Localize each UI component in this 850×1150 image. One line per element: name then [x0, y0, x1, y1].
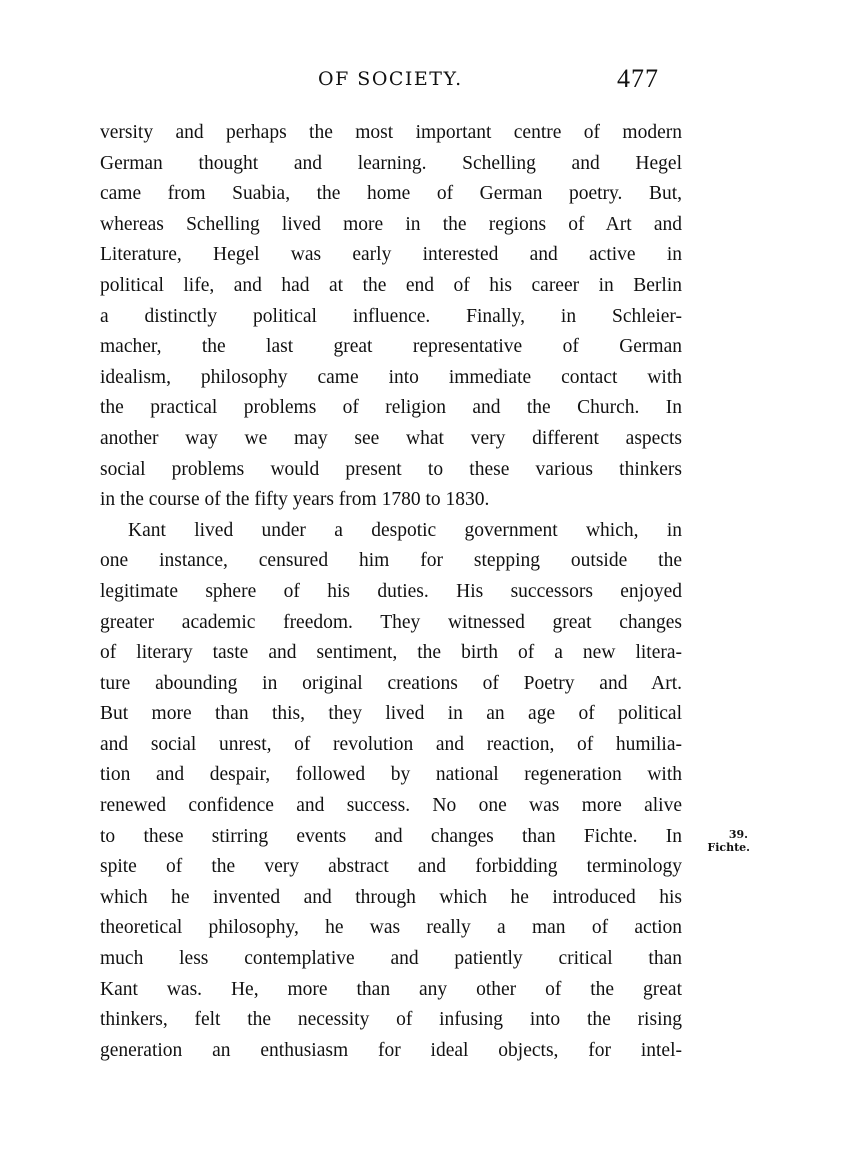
- running-title: OF SOCIETY.: [318, 68, 463, 90]
- text-line: another way we may see what very different aspects: [100, 427, 682, 449]
- text-line: greater academic freedom. They witnessed great changes: [100, 611, 682, 633]
- text-line: versity and perhaps the most important centre of modern: [100, 122, 682, 143]
- text-line: political life, and had at the end of his career in Berlin: [100, 274, 682, 296]
- text-line: Kant was. He, more than any other of the great: [100, 978, 682, 1000]
- text-line: renewed confidence and success. No one was more alive: [100, 795, 682, 817]
- text-line: which he invented and through which he introduced his: [100, 886, 682, 908]
- marginal-note: [690, 828, 750, 854]
- text-line: whereas Schelling lived more in the regions of Art and: [100, 213, 682, 235]
- text-line: the practical problems of religion and the Church. In: [100, 397, 682, 419]
- text-line: macher, the last great representative of German: [100, 336, 682, 358]
- text-line: and social unrest, of revolution and reaction, of humilia-: [100, 733, 682, 755]
- text-line: much less contemplative and patiently critical than: [100, 948, 682, 970]
- marginal-note-label: Fichte.: [707, 841, 750, 854]
- text-line: idealism, philosophy came into immediate contact with: [100, 366, 682, 388]
- text-line: thinkers, felt the necessity of infusing into the rising: [100, 1009, 682, 1031]
- text-line: one instance, censured him for stepping outside the: [100, 550, 682, 572]
- text-line: tion and despair, followed by national regeneration with: [100, 764, 682, 786]
- text-line: legitimate sphere of his duties. His successors enjoyed: [100, 580, 682, 602]
- text-line: a distinctly political influence. Finally, in Schleier-: [100, 305, 682, 327]
- text-line: But more than this, they lived in an age of political: [100, 703, 682, 725]
- text-line: Literature, Hegel was early interested and active in: [100, 244, 682, 266]
- page-number: 477: [617, 64, 659, 93]
- text-line: came from Suabia, the home of German poetry. But,: [100, 183, 682, 205]
- text-line: German thought and learning. Schelling and Hegel: [100, 152, 682, 174]
- text-line: ture abounding in original creations of Poetry and Art.: [100, 672, 682, 694]
- text-line: spite of the very abstract and forbidding terminology: [100, 856, 682, 878]
- text-line: in the course of the fifty years from 1780 to 1830.: [100, 489, 490, 511]
- text-line: theoretical philosophy, he was really a man of action: [100, 917, 682, 939]
- body-text: [100, 118, 682, 1066]
- text-line: social problems would present to these various thinkers: [100, 458, 682, 480]
- paragraph-2: [100, 516, 682, 1067]
- paragraph-1: [100, 118, 682, 516]
- marginal-note-number: 39.: [728, 828, 748, 841]
- text-line: of literary taste and sentiment, the birth of a new litera-: [100, 642, 682, 664]
- text-line: Kant lived under a despotic government which, in: [128, 519, 682, 541]
- text-line: to these stirring events and changes than Fichte. In: [100, 825, 682, 847]
- text-line: generation an enthusiasm for ideal objects, for intel-: [100, 1039, 682, 1061]
